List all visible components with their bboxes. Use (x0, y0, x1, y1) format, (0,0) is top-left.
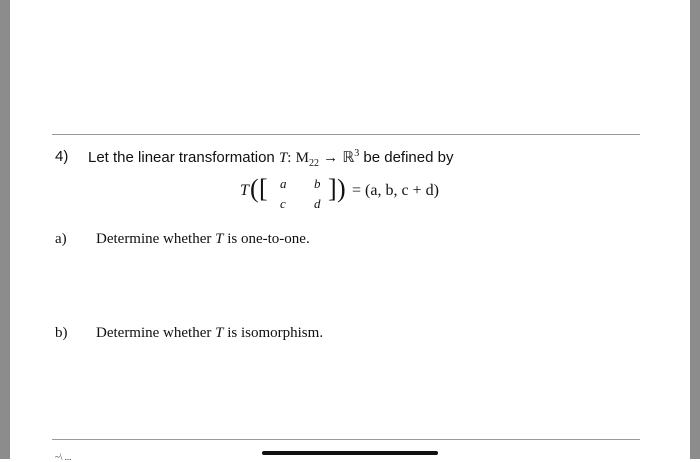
question-tail: be defined by (363, 149, 454, 166)
part-b-label: b) (55, 325, 68, 341)
matrix-a: a (280, 176, 287, 191)
question-statement: Let the linear transformation T: $M_{22}$ → ℝ$^3$ be defined by (88, 148, 454, 169)
question-intro: Let the linear transformation (88, 149, 275, 166)
right-bracket: ] (328, 174, 337, 203)
cutoff-text-fragment: ~\ ... (55, 452, 72, 462)
codomain-space: ℝ$^3$ (342, 148, 360, 166)
matrix-c: c (280, 196, 286, 211)
domain-space: $M_{22}$ (295, 150, 319, 169)
left-edge-bar (0, 0, 10, 459)
equation-rhs: = (a, b, c + d) (352, 182, 439, 199)
matrix-d: d (314, 196, 321, 211)
matrix-b: b (314, 176, 321, 191)
equation-func: T (240, 182, 249, 199)
map-symbol: T (278, 150, 288, 166)
question-number: 4) (55, 148, 69, 165)
top-divider (52, 134, 640, 135)
left-bracket: [ (259, 174, 268, 203)
right-edge-bar (690, 0, 700, 459)
left-paren: ( (250, 174, 259, 203)
arrow-symbol: → (323, 149, 339, 166)
right-paren: ) (337, 174, 346, 203)
part-b-text: Determine whether T is isomorphism. (96, 325, 324, 341)
part-a-label: a) (55, 231, 67, 247)
part-a-text: Determine whether T is one-to-one. (96, 231, 310, 247)
home-indicator-bar[interactable] (262, 451, 438, 455)
bottom-divider (52, 439, 640, 440)
